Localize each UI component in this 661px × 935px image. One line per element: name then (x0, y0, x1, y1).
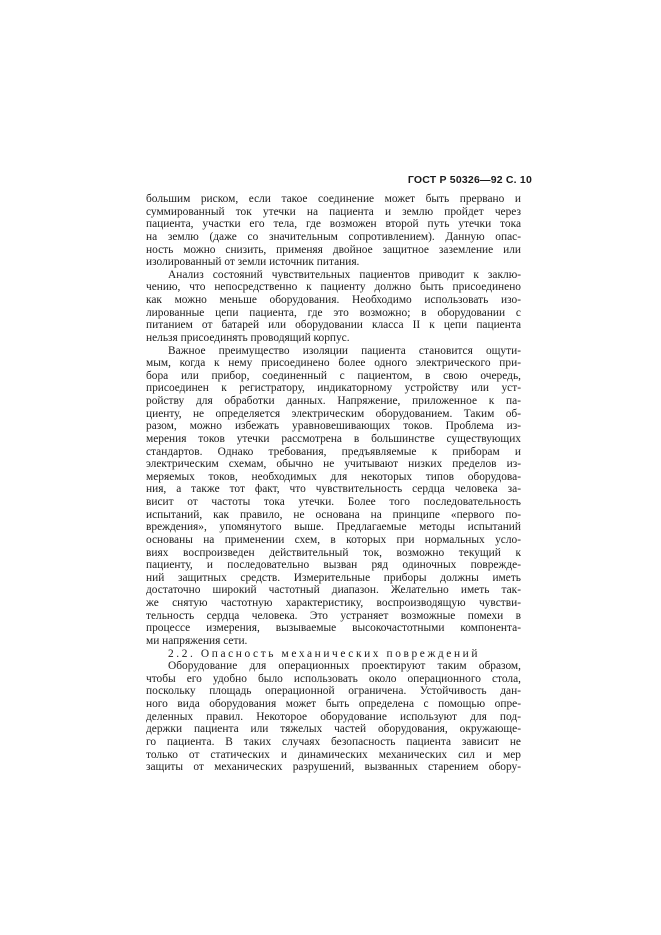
text-line: го пациента. В таких случаях безопасность пациента зависит не (146, 735, 521, 748)
text-line: только от статических и динамических механических сил и мер (146, 748, 521, 761)
text-line: пациента, участки его тела, где возможен второй путь утечки тока (146, 218, 521, 231)
text-line: мерения токов утечки рассмотрена в большинстве существующих (146, 432, 521, 445)
text-line: изолированный от земли источник питания. (146, 256, 360, 269)
text-line: большим риском, если такое соединение может быть прервано и (146, 193, 521, 205)
text-line: электрическим схемам, обычно не учитывают низких пределов из- (146, 458, 521, 471)
text-line: тельность сердца человека. Это устраняет возможные помехи в (146, 609, 521, 622)
text-line: висит от частоты тока утечки. Более того последовательность (146, 496, 521, 508)
text-line: виях воспроизведен действительный ток, возможно текущий к (146, 546, 521, 559)
paragraph (146, 660, 521, 774)
text-line: стандартов. Однако требования, предъявляемые к приборам и (146, 445, 521, 458)
text-line: ний защитных средств. Измерительные приборы должны иметь (146, 571, 521, 584)
text-line: Анализ состояний чувствительных пациентов приводит к заклю- (168, 268, 521, 281)
text-line: основаны на применении схем, в которых при нормальных усло- (146, 533, 521, 546)
text-line: ния, а также тот факт, что чувствительность сердца человека за- (146, 483, 521, 496)
text-line: циенту, не определяется электрическим оборудованием. Таким об- (146, 407, 521, 420)
text-line: бора или прибор, соединенный с пациентом, в свою очередь, (146, 369, 521, 382)
text-line: защиты от механических разрушений, вызванных старением обору- (146, 761, 521, 774)
text-line: вреждения», упомянутого выше. Предлагаемые методы испытаний (146, 521, 521, 534)
text-line: меряемых токов, необходимых для некоторых типов оборудова- (146, 470, 521, 483)
paragraph (146, 269, 521, 345)
paragraph (146, 193, 521, 269)
text-line: деленных правил. Некоторое оборудование используют для под- (146, 710, 521, 723)
document-body (146, 193, 521, 774)
text-line: мым, когда к нему присоединено более одного электрического при- (146, 357, 521, 370)
text-line: пациенту, и последовательно вызван ряд одиночных поврежде- (146, 559, 521, 572)
text-line: поскольку площадь операционной ограничена. Устойчивость дан- (146, 685, 521, 698)
text-line: как можно меньше оборудования. Необходимо использовать изо- (146, 294, 521, 306)
text-line: нельзя присоединять проводящий корпус. (146, 331, 350, 344)
text-line: на землю (даже со значительным сопротивлением). Данную опас- (146, 230, 521, 243)
text-line: чтобы его удобно было использовать около операционного стола, (146, 672, 521, 685)
text-line: испытаний, как правило, не основана на принципе «первого по- (146, 508, 521, 521)
text-line: ройству для обработки данных. Напряжение, приложенное к па- (146, 395, 521, 407)
text-line: суммированный ток утечки на пациента и землю пройдет через (146, 205, 521, 218)
text-line: ного вида оборудования может быть определена с помощью опре- (146, 698, 521, 710)
text-line: достаточно широкий частотный диапазон. Желательно иметь так- (146, 584, 521, 597)
section-heading-block (146, 648, 521, 661)
text-line: разом, можно избежать уравновешивающих токов. Проблема из- (146, 420, 521, 433)
text-line: ми напряжения сети. (146, 634, 248, 647)
paragraph (146, 345, 521, 648)
section-heading: 2.2. Опасность механических повреждений (168, 647, 481, 660)
text-line: питанием от батарей или оборудовании класса II к цепи пациента (146, 319, 521, 332)
text-line: же снятую частотную характеристику, воспроизводящую чувстви- (146, 597, 521, 609)
text-line: держки пациента или тяжелых частей оборудования, окружающе- (146, 723, 521, 736)
text-line: лированные цепи пациента, где это возможно; в оборудовании с (146, 306, 521, 319)
text-line: процессе измерения, вызываемые высокочастотными компонента- (146, 622, 521, 635)
text-line: ность можно снизить, применяя двойное защитное заземление или (146, 243, 521, 256)
text-line: Оборудование для операционных проектируют таким образом, (168, 660, 521, 673)
text-line: Важное преимущество изоляции пациента становится ощути- (168, 344, 521, 357)
text-line: чению, что непосредственно к пациенту должно быть присоединено (146, 281, 521, 294)
page-header: ГОСТ Р 50326—92 С. 10 (407, 174, 532, 186)
text-line: присоединен к регистратору, индикаторному устройству или уст- (146, 382, 521, 395)
